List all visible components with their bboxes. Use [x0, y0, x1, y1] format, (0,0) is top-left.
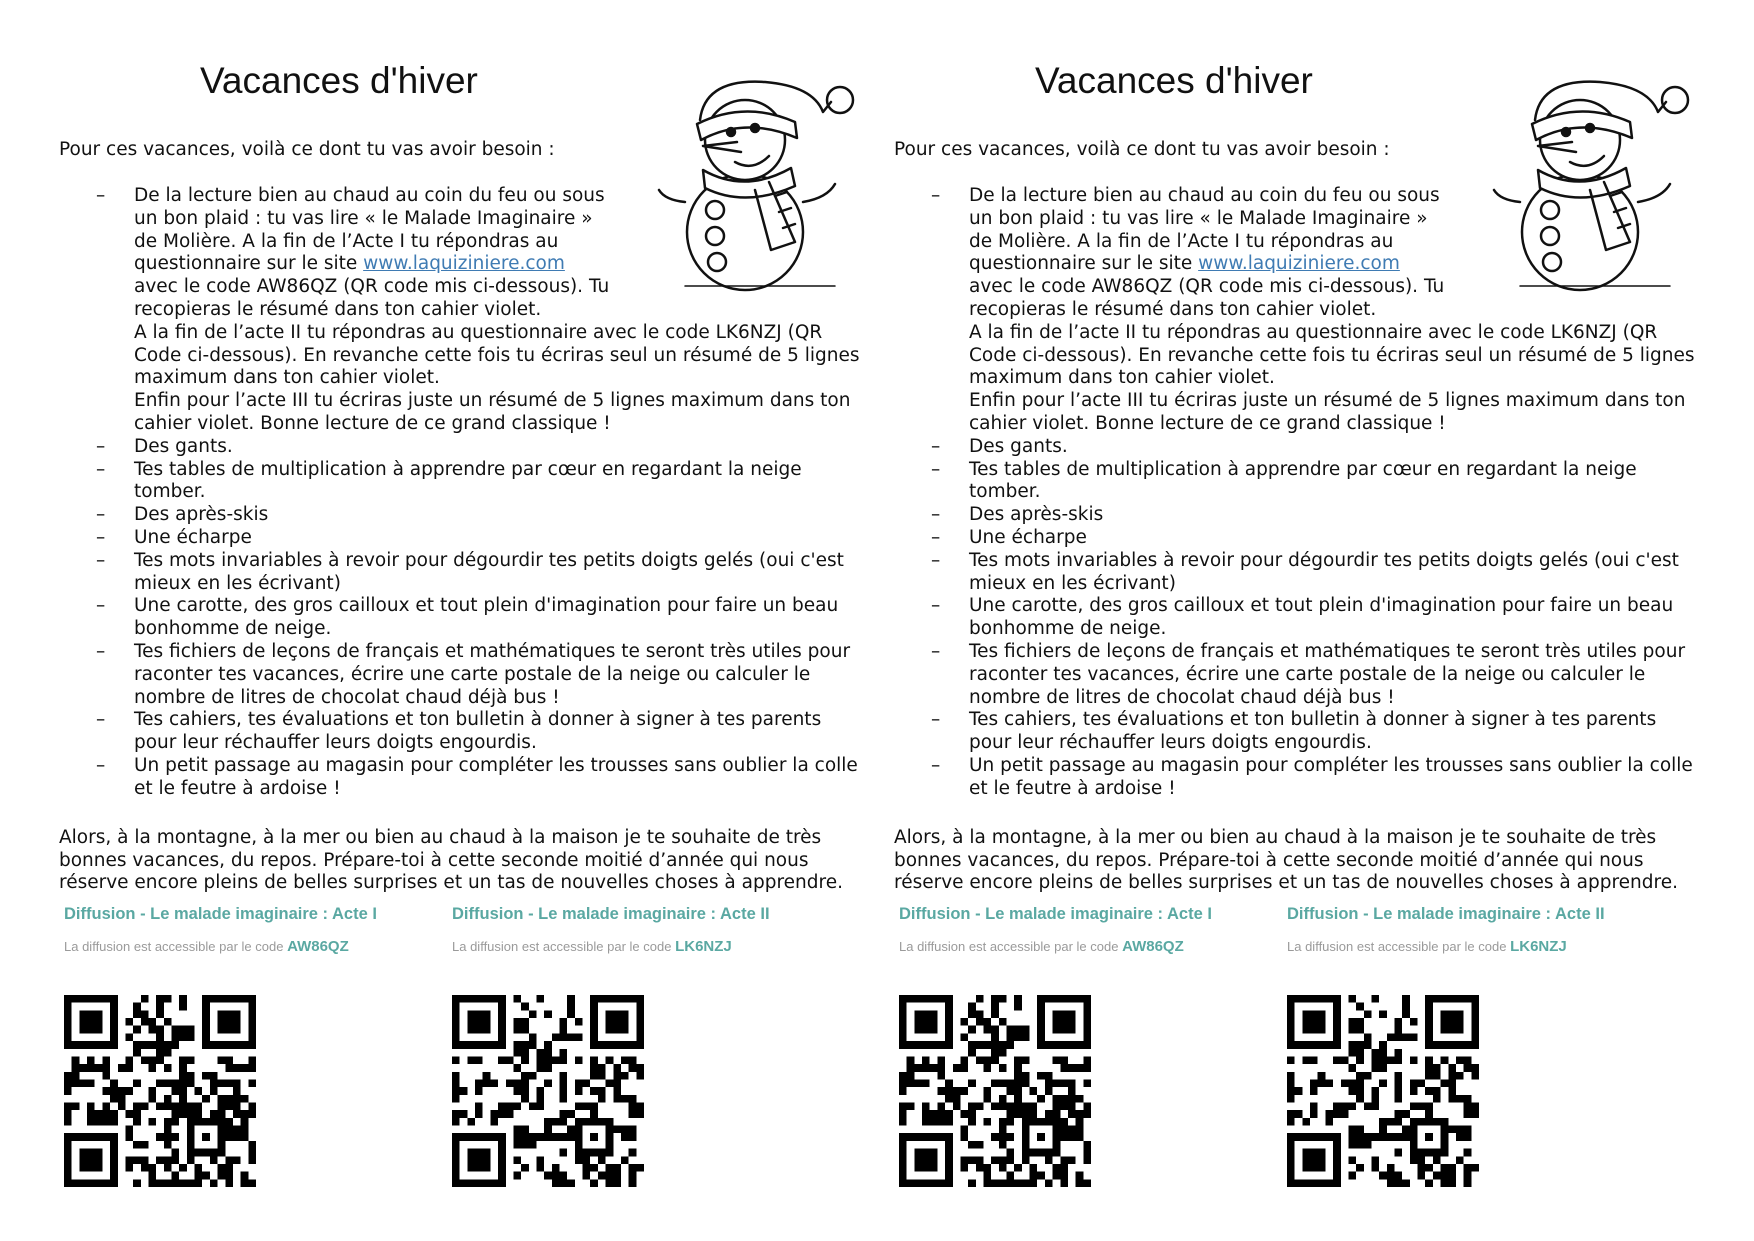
qr-code-text: LK6NZJ	[675, 938, 732, 955]
list-item-text: Tes tables de multiplication à apprendre par cœur en regardant la neige tomber.	[969, 458, 1637, 503]
list-item-text: Des gants.	[969, 435, 1068, 457]
bullet-dash: –	[931, 504, 941, 526]
bullet-dash: –	[931, 435, 941, 457]
bullet-dash: –	[931, 185, 941, 206]
qr-sub-text: La diffusion est accessible par le code	[64, 939, 288, 954]
list-item	[96, 527, 866, 550]
item-paragraph: A la fin de l’acte II tu répondras au questionnaire avec le code LK6NZJ (QR Code ci-dessous). En revanche cette fois tu écriras seul un résumé de 5 lignes maximum dans ton cahier violet.	[969, 321, 1695, 389]
item-line-text: questionnaire sur le site	[134, 253, 364, 275]
list-item-text: Une carotte, des gros cailloux et tout plein d'imagination pour faire un beau bonhomme de neige.	[969, 595, 1674, 640]
qr-block-acte-1	[899, 905, 1239, 1187]
list-item	[96, 595, 866, 641]
qr-title: Diffusion - Le malade imaginaire : Acte II	[1287, 905, 1605, 923]
list-item	[96, 550, 866, 596]
qr-code-text: AW86QZ	[1122, 938, 1184, 955]
qr-code-text: AW86QZ	[287, 938, 349, 955]
closing-paragraph: Alors, à la montagne, à la mer ou bien au chaud à la maison je te souhaite de très bonnes vacances, du repos. Prépare-toi à cette seconde moitié d’année qui nous réserve encore pleins de belles surprises et un tas de nouvelles choses à apprendre.	[894, 827, 1678, 894]
quiz-site-link[interactable]: www.laquiziniere.com	[363, 253, 565, 275]
list-item	[96, 504, 866, 527]
bullet-dash: –	[96, 504, 106, 526]
qr-title: Diffusion - Le malade imaginaire : Acte I	[899, 905, 1212, 923]
intro-text: Pour ces vacances, voilà ce dont tu vas avoir besoin :	[894, 139, 1390, 160]
qr-code-icon[interactable]	[1287, 995, 1479, 1187]
bullet-dash: –	[96, 640, 106, 662]
item-line	[969, 253, 1489, 276]
list-item-text: Une écharpe	[134, 526, 252, 548]
qr-sub-text: La diffusion est accessible par le code	[1287, 939, 1511, 954]
bullet-dash: –	[96, 435, 106, 457]
qr-subtitle	[452, 938, 792, 955]
quiz-site-link[interactable]: www.laquiziniere.com	[1198, 253, 1400, 275]
list-item	[96, 459, 866, 505]
list-item	[931, 709, 1701, 755]
item-line: de Molière. A la fin de l’Acte I tu répondras au	[134, 230, 559, 252]
list-item	[96, 755, 866, 801]
bullet-dash: –	[931, 549, 941, 571]
flyer-right	[835, 0, 1712, 1241]
list-item	[931, 550, 1701, 596]
list-item	[96, 709, 866, 755]
qr-code-icon[interactable]	[899, 995, 1091, 1187]
supplies-list	[931, 185, 1701, 801]
bullet-dash: –	[931, 458, 941, 480]
list-item	[931, 436, 1701, 459]
list-item-text: Des gants.	[134, 435, 233, 457]
list-item	[96, 436, 866, 459]
qr-code-icon[interactable]	[452, 995, 644, 1187]
bullet-dash: –	[931, 709, 941, 731]
bullet-dash: –	[931, 754, 941, 776]
item-line	[134, 253, 654, 276]
list-item-text: Des après-skis	[134, 504, 269, 526]
item-line: un bon plaid : tu vas lire « le Malade Imaginaire »	[969, 207, 1428, 229]
qr-title: Diffusion - Le malade imaginaire : Acte II	[452, 905, 770, 923]
bullet-dash: –	[96, 595, 106, 617]
page-title: Vacances d'hiver	[1035, 60, 1313, 101]
list-item-text: Un petit passage au magasin pour compléter les trousses sans oublier la colle et le feutre à ardoise !	[969, 754, 1693, 799]
qr-block-acte-2	[1287, 905, 1627, 1187]
list-item-text: Tes fichiers de leçons de français et mathématiques te seront très utiles pour raconter tes vacances, écrire une carte postale de la neige ou calculer le nombre de litres de chocolat chaud déjà bus !	[969, 640, 1686, 708]
list-item	[931, 504, 1701, 527]
item-line-text: questionnaire sur le site	[969, 253, 1199, 275]
page-title: Vacances d'hiver	[200, 60, 478, 101]
list-item-text: Une écharpe	[969, 526, 1087, 548]
list-item	[96, 185, 866, 436]
qr-code-text: LK6NZJ	[1510, 938, 1567, 955]
bullet-dash: –	[931, 640, 941, 662]
list-item-text: Tes mots invariables à revoir pour dégourdir tes petits doigts gelés (oui c'est mieux en les écrivant)	[134, 549, 844, 594]
list-item	[931, 527, 1701, 550]
bullet-dash: –	[96, 549, 106, 571]
closing-paragraph: Alors, à la montagne, à la mer ou bien au chaud à la maison je te souhaite de très bonnes vacances, du repos. Prépare-toi à cette seconde moitié d’année qui nous réserve encore pleins de belles surprises et un tas de nouvelles choses à apprendre.	[59, 827, 843, 894]
item-line: avec le code AW86QZ (QR code mis ci-dessous). Tu	[969, 276, 1445, 298]
bullet-dash: –	[931, 595, 941, 617]
qr-subtitle	[64, 938, 404, 955]
item-line: De la lecture bien au chaud au coin du feu ou sous	[134, 185, 605, 206]
qr-sub-text: La diffusion est accessible par le code	[452, 939, 676, 954]
qr-title: Diffusion - Le malade imaginaire : Acte I	[64, 905, 377, 923]
list-item-text: Un petit passage au magasin pour compléter les trousses sans oublier la colle et le feutre à ardoise !	[134, 754, 858, 799]
qr-block-acte-1	[64, 905, 404, 1187]
list-item	[96, 641, 866, 709]
bullet-dash: –	[96, 458, 106, 480]
qr-subtitle	[899, 938, 1239, 955]
list-item-text: Tes cahiers, tes évaluations et ton bulletin à donner à signer à tes parents pour leur réchauffer leurs doigts engourdis.	[969, 709, 1657, 754]
item-paragraph: A la fin de l’acte II tu répondras au questionnaire avec le code LK6NZJ (QR Code ci-dessous). En revanche cette fois tu écriras seul un résumé de 5 lignes maximum dans ton cahier violet.	[134, 321, 860, 389]
qr-sub-text: La diffusion est accessible par le code	[899, 939, 1123, 954]
item-line: De la lecture bien au chaud au coin du feu ou sous	[969, 185, 1440, 206]
item-line: de Molière. A la fin de l’Acte I tu répondras au	[969, 230, 1394, 252]
list-item	[931, 459, 1701, 505]
qr-block-acte-2	[452, 905, 792, 1187]
list-item-text: Tes mots invariables à revoir pour dégourdir tes petits doigts gelés (oui c'est mieux en les écrivant)	[969, 549, 1679, 594]
item-paragraph: Enfin pour l’acte III tu écriras juste un résumé de 5 lignes maximum dans ton cahier violet. Bonne lecture de ce grand classique !	[134, 390, 851, 434]
list-item-text: Tes fichiers de leçons de français et mathématiques te seront très utiles pour raconter tes vacances, écrire une carte postale de la neige ou calculer le nombre de litres de chocolat chaud déjà bus !	[134, 640, 851, 708]
list-item-text: Une carotte, des gros cailloux et tout plein d'imagination pour faire un beau bonhomme de neige.	[134, 595, 839, 640]
list-item-text: Tes cahiers, tes évaluations et ton bulletin à donner à signer à tes parents pour leur réchauffer leurs doigts engourdis.	[134, 709, 822, 754]
item-paragraph: Enfin pour l’acte III tu écriras juste un résumé de 5 lignes maximum dans ton cahier violet. Bonne lecture de ce grand classique !	[969, 390, 1686, 434]
item-line: recopieras le résumé dans ton cahier violet.	[134, 298, 542, 320]
item-line: un bon plaid : tu vas lire « le Malade Imaginaire »	[134, 207, 593, 229]
item-line: avec le code AW86QZ (QR code mis ci-dessous). Tu	[134, 276, 610, 298]
list-item	[931, 185, 1701, 436]
bullet-dash: –	[96, 526, 106, 548]
bullet-dash: –	[96, 709, 106, 731]
intro-text: Pour ces vacances, voilà ce dont tu vas avoir besoin :	[59, 139, 555, 160]
list-item	[931, 755, 1701, 801]
list-item	[931, 641, 1701, 709]
qr-subtitle	[1287, 938, 1627, 955]
bullet-dash: –	[96, 185, 106, 206]
bullet-dash: –	[931, 526, 941, 548]
list-item	[931, 595, 1701, 641]
bullet-dash: –	[96, 754, 106, 776]
list-item-text: Tes tables de multiplication à apprendre par cœur en regardant la neige tomber.	[134, 458, 802, 503]
supplies-list	[96, 185, 866, 801]
qr-code-icon[interactable]	[64, 995, 256, 1187]
item-line: recopieras le résumé dans ton cahier violet.	[969, 298, 1377, 320]
list-item-text: Des après-skis	[969, 504, 1104, 526]
